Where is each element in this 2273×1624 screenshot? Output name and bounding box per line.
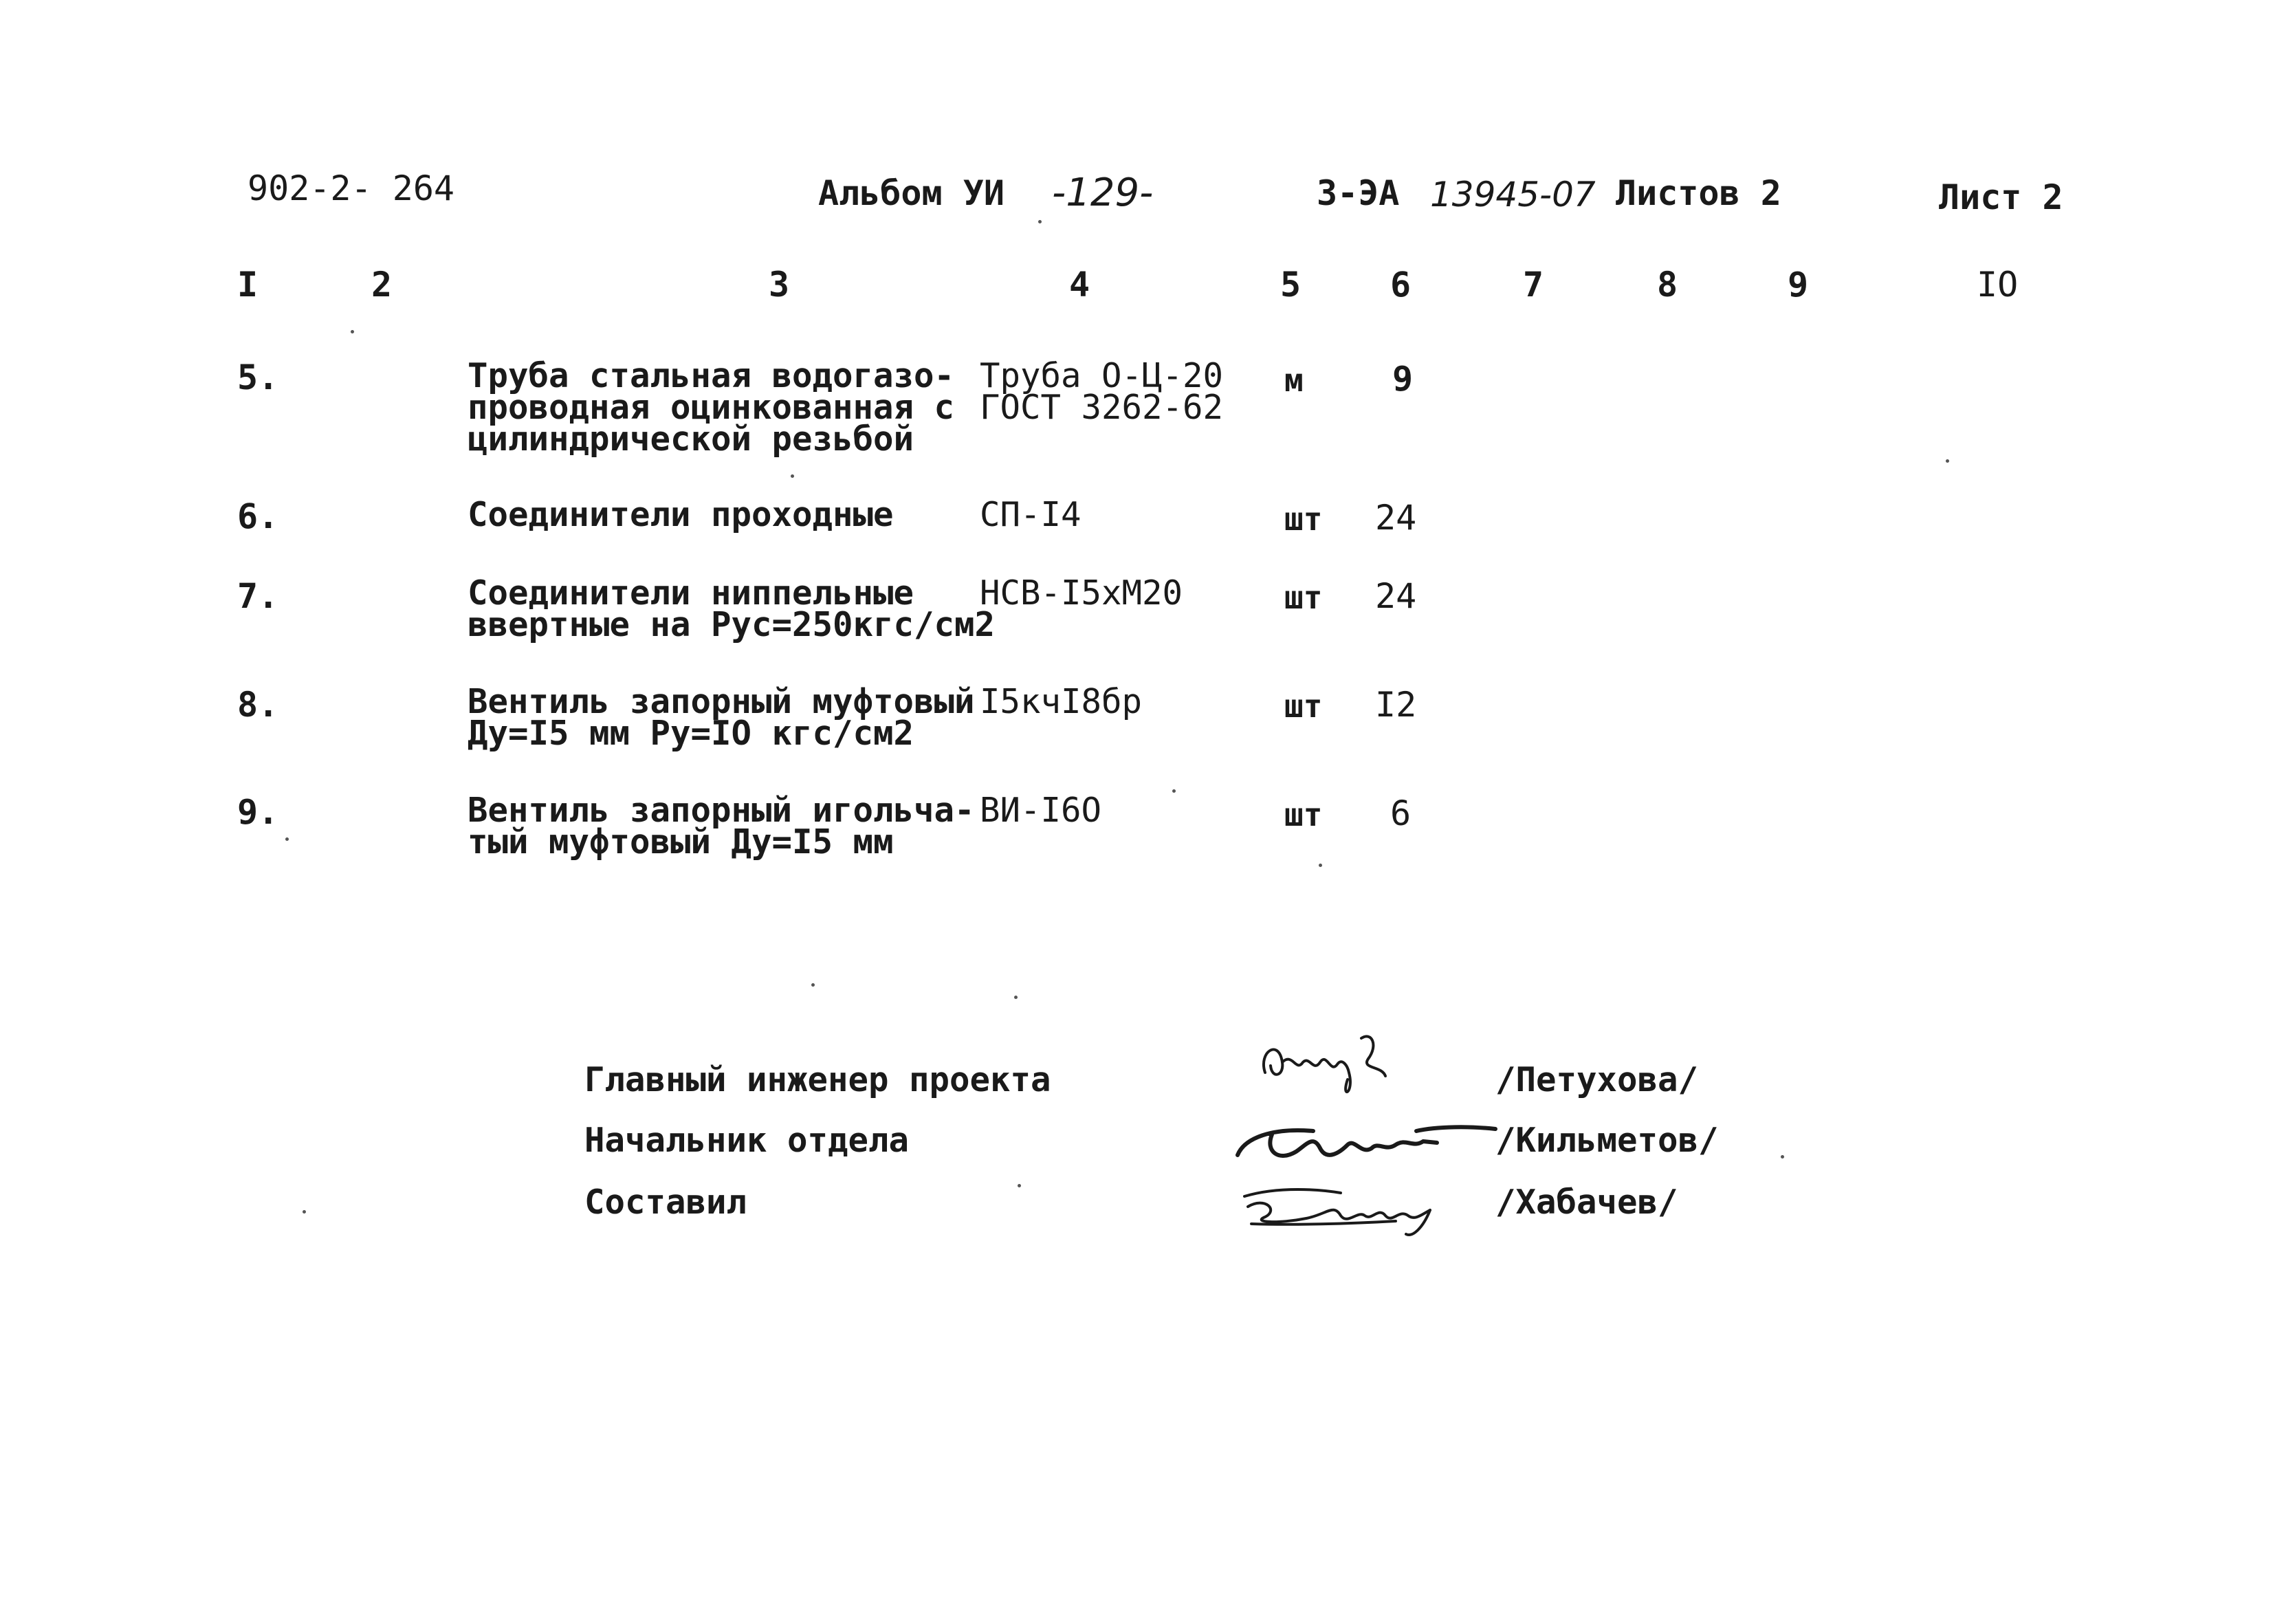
scan-speck bbox=[791, 474, 794, 478]
item-mark-line: СП-I4 bbox=[980, 495, 1081, 534]
row-number: 9. bbox=[237, 792, 279, 832]
scan-speck bbox=[1319, 864, 1322, 867]
inventory-number: 13945-07 bbox=[1430, 175, 1596, 215]
item-name-line: тый муфтовый Ду=I5 мм bbox=[468, 822, 894, 862]
item-name-line: Соединители проходные bbox=[468, 495, 894, 534]
item-mark bbox=[980, 791, 1102, 830]
item-name bbox=[468, 573, 996, 644]
sheets-total: Листов 2 bbox=[1616, 173, 1781, 213]
item-unit: шт bbox=[1284, 688, 1323, 725]
item-quantity: 24 bbox=[1375, 498, 1417, 538]
row-number: 6. bbox=[237, 496, 279, 536]
handwritten-signature bbox=[1251, 1024, 1416, 1107]
column-number: IO bbox=[1977, 265, 2019, 305]
item-name-line: Труба стальная водогазо- bbox=[468, 356, 955, 395]
item-quantity: 9 bbox=[1392, 359, 1414, 399]
scan-speck bbox=[1781, 1155, 1784, 1159]
item-name-line: Вентиль запорный игольча- bbox=[468, 791, 975, 830]
item-mark bbox=[980, 573, 1183, 613]
column-number: 4 bbox=[1069, 265, 1090, 305]
row-number: 7. bbox=[237, 576, 279, 616]
scan-speck bbox=[1946, 459, 1949, 463]
item-mark-line: НСВ-I5хМ20 bbox=[980, 573, 1183, 613]
scan-speck bbox=[811, 983, 815, 987]
column-number: 2 bbox=[371, 265, 393, 305]
item-unit: шт bbox=[1284, 796, 1323, 833]
item-name bbox=[468, 682, 975, 753]
column-number: 7 bbox=[1523, 265, 1544, 305]
item-quantity: 24 bbox=[1375, 576, 1417, 616]
item-mark-line: Труба О-Ц-20 bbox=[980, 356, 1224, 395]
column-number: 5 bbox=[1280, 265, 1302, 305]
item-name-line: ввертные на Рус=250кгс/см2 bbox=[468, 605, 996, 644]
item-mark bbox=[980, 495, 1081, 534]
column-number: 8 bbox=[1657, 265, 1678, 305]
item-quantity: I2 bbox=[1375, 685, 1417, 725]
signature-name: /Хабачев/ bbox=[1495, 1183, 1678, 1222]
doc-code: 902-2- 264 bbox=[248, 168, 455, 208]
signature-role: Составил bbox=[584, 1183, 747, 1222]
column-number: 9 bbox=[1788, 265, 1809, 305]
row-number: 8. bbox=[237, 685, 279, 725]
item-name bbox=[468, 356, 955, 459]
scan-speck bbox=[351, 330, 354, 333]
signature-name: /Кильметов/ bbox=[1495, 1121, 1719, 1160]
handwritten-signature bbox=[1231, 1114, 1506, 1176]
column-number: 6 bbox=[1390, 265, 1412, 305]
scan-speck bbox=[1018, 1184, 1021, 1187]
signature-role: Начальник отдела bbox=[584, 1121, 910, 1160]
sheet-number: Лист 2 bbox=[1939, 177, 2063, 217]
item-mark-line: ГОСТ 3262-62 bbox=[980, 388, 1224, 427]
column-number: 3 bbox=[769, 265, 790, 305]
item-unit: шт bbox=[1284, 579, 1323, 616]
scan-speck bbox=[1014, 996, 1018, 999]
item-mark-line: I5кчI8бр bbox=[980, 682, 1143, 721]
handwritten-signature bbox=[1238, 1176, 1464, 1244]
row-number: 5. bbox=[237, 358, 279, 397]
signature-name: /Петухова/ bbox=[1495, 1060, 1699, 1099]
album-label: Альбом УИ bbox=[818, 173, 1004, 213]
item-name-line: Вентиль запорный муфтовый bbox=[468, 682, 975, 721]
item-name-line: Соединители ниппельные bbox=[468, 573, 914, 613]
item-unit: м bbox=[1284, 362, 1304, 399]
item-name bbox=[468, 495, 894, 534]
item-unit: шт bbox=[1284, 501, 1323, 538]
item-mark-line: ВИ-I6О bbox=[980, 791, 1102, 830]
scan-speck bbox=[303, 1210, 306, 1214]
column-number: I bbox=[237, 265, 259, 305]
scan-speck bbox=[1038, 220, 1042, 223]
scan-speck bbox=[1172, 789, 1176, 793]
item-mark bbox=[980, 682, 1143, 721]
item-name bbox=[468, 791, 975, 862]
item-name-line: Ду=I5 мм Ру=IО кгс/см2 bbox=[468, 714, 914, 753]
signature-role: Главный инженер проекта bbox=[584, 1060, 1051, 1099]
scan-speck bbox=[285, 837, 289, 841]
item-name-line: цилиндрической резьбой bbox=[468, 419, 914, 459]
item-mark bbox=[980, 356, 1224, 427]
item-name-line: проводная оцинкованная с bbox=[468, 388, 955, 427]
series-code: 3-ЭА bbox=[1317, 173, 1400, 213]
page-number: -129- bbox=[1052, 171, 1154, 215]
item-quantity: 6 bbox=[1390, 793, 1412, 833]
